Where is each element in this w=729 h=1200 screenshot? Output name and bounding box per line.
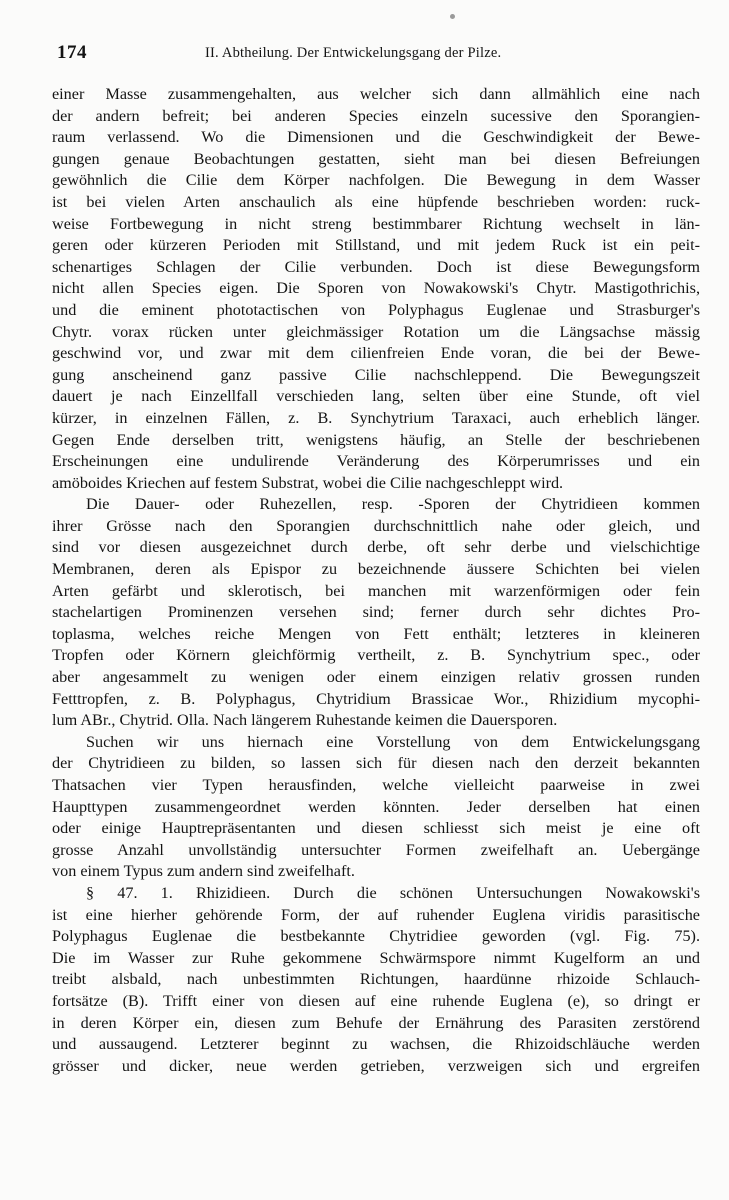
text-line: stachelartigen Prominenzen versehen sind; ferner durch sehr dichtes Pro- xyxy=(52,603,700,622)
paragraph-start-line: Die Dauer- oder Ruhezellen, resp. -Sporen der Chytridieen kommen xyxy=(86,495,700,514)
text-line: Tropfen oder Körnern gleichförmig vertheilt, z. B. Synchytrium spec., oder xyxy=(52,646,700,665)
text-line: gungen genaue Beobachtungen gestatten, sieht man bei diesen Befreiungen xyxy=(52,149,700,168)
running-title: II. Abtheilung. Der Entwickelungsgang der Pilze. xyxy=(205,45,502,61)
text-line: von einem Typus zum andern sind zweifelhaft. xyxy=(52,862,355,881)
text-line: aber angesammelt zu wenigen oder einem einzigen relativ grossen runden xyxy=(52,668,700,687)
text-line: geren oder kürzeren Perioden mit Stillstand, und mit jedem Ruck ist ein peit- xyxy=(52,236,700,255)
text-line: ist eine hierher gehörende Form, der auf ruhender Euglena viridis parasitische xyxy=(52,905,700,924)
text-line: ihrer Grösse nach den Sporangien durchschnittlich nahe oder gleich, und xyxy=(52,516,700,535)
text-line: gewöhnlich die Cilie dem Körper nachfolgen. Die Bewegung in dem Wasser xyxy=(52,171,700,190)
text-line: gung anscheinend ganz passive Cilie nachschleppend. Die Bewegungszeit xyxy=(52,365,700,384)
text-line: treibt alsbald, nach unbestimmten Richtungen, haardünne rhizoide Schlauch- xyxy=(52,970,700,989)
text-line: sind vor diesen ausgezeichnet durch derbe, oft sehr derbe und vielschichtige xyxy=(52,538,700,557)
text-line: Erscheinungen eine undulirende Veränderung des Körperumrisses und ein xyxy=(52,452,700,471)
text-line: lum ABr., Chytrid. Olla. Nach längerem Ruhestande keimen die Dauersporen. xyxy=(52,711,558,730)
text-line: einer Masse zusammengehalten, aus welcher sich dann allmählich eine nach xyxy=(52,85,700,103)
text-line: schenartiges Schlagen der Cilie verbunden. Doch ist diese Bewegungsform xyxy=(52,257,700,276)
text-line: nicht allen Species eigen. Die Sporen von Nowakowski's Chytr. Mastigothrichis, xyxy=(52,279,700,298)
text-line: oder einige Hauptrepräsentanten und diesen schliesst sich meist je eine oft xyxy=(52,819,700,838)
page-number: 174 xyxy=(57,42,87,63)
text-line: Polyphagus Euglenae die bestbekannte Chytridiee geworden (vgl. Fig. 75). xyxy=(52,927,700,946)
speck-mark xyxy=(450,14,455,19)
paragraph-start-line: Suchen wir uns hiernach eine Vorstellung von dem Entwickelungsgang xyxy=(86,732,700,751)
text-line: ist bei vielen Arten anschaulich als eine hüpfende beschrieben worden: ruck- xyxy=(52,192,700,211)
text-line: Chytr. vorax rücken unter gleichmässiger Rotation um die Längsachse mässig xyxy=(52,322,700,341)
text-line: und aussaugend. Letzterer beginnt zu wachsen, die Rhizoidschläuche werden xyxy=(52,1035,700,1054)
text-line: Membranen, deren als Epispor zu bezeichnende äussere Schichten bei vielen xyxy=(52,560,700,579)
text-line: toplasma, welches reiche Mengen von Fett enthält; letzteres in kleineren xyxy=(52,624,700,643)
text-line: Die im Wasser zur Ruhe gekommene Schwärmspore nimmt Kugelform an und xyxy=(52,948,700,967)
text-line: grösser und dicker, neue werden getrieben, verzweigen sich und ergreifen xyxy=(52,1056,700,1075)
text-line: Thatsachen vier Typen herausfinden, welche vielleicht paarweise in zwei xyxy=(52,776,700,794)
text-line: der Chytridieen zu bilden, so lassen sich für diesen nach den derzeit bekannten xyxy=(52,754,700,773)
text-line: amöboides Kriechen auf festem Substrat, wobei die Cilie nachgeschleppt wird. xyxy=(52,473,564,492)
running-header xyxy=(57,42,697,66)
text-line: der andern befreit; bei anderen Species einzeln sucessive den Sporangien- xyxy=(52,106,700,125)
text-line: fortsätze (B). Trifft einer von diesen auf eine ruhende Euglena (e), so dringt er xyxy=(52,991,700,1010)
text-line: Arten gefärbt und sklerotisch, bei manchen mit warzenförmigen oder fein xyxy=(52,581,700,600)
text-line: Gegen Ende derselben tritt, wenigstens häufig, an Stelle der beschriebenen xyxy=(52,430,700,449)
section-heading-line: § 47. 1. Rhizidieen. Durch die schönen Untersuchungen Nowakowski's xyxy=(86,883,700,902)
text-line: geschwind vor, und zwar mit dem cilienfreien Ende voran, die bei der Bewe- xyxy=(52,344,700,363)
text-line: weise Fortbewegung in nicht streng bestimmbarer Richtung wechselt in län- xyxy=(52,214,700,233)
text-line: Haupttypen zusammengeordnet werden könnten. Jeder derselben hat einen xyxy=(52,797,700,816)
text-line: grosse Anzahl unvollständig untersuchter Formen zweifelhaft an. Uebergänge xyxy=(52,840,700,859)
text-line: raum verlassend. Wo die Dimensionen und die Geschwindigkeit der Bewe- xyxy=(52,128,700,147)
body-text xyxy=(52,84,700,1077)
text-line: kürzer, in einzelnen Fällen, z. B. Synchytrium Taraxaci, auch erheblich länger. xyxy=(52,408,700,427)
text-line: Fetttropfen, z. B. Polyphagus, Chytridium Brassicae Wor., Rhizidium mycophi- xyxy=(52,689,700,708)
text-line: in deren Körper ein, diesen zum Behufe der Ernährung des Parasiten zerstörend xyxy=(52,1013,700,1032)
text-line: dauert je nach Einzellfall verschieden lang, selten über eine Stunde, oft viel xyxy=(52,387,700,406)
text-line: und die eminent phototactischen von Polyphagus Euglenae und Strasburger's xyxy=(52,300,700,319)
